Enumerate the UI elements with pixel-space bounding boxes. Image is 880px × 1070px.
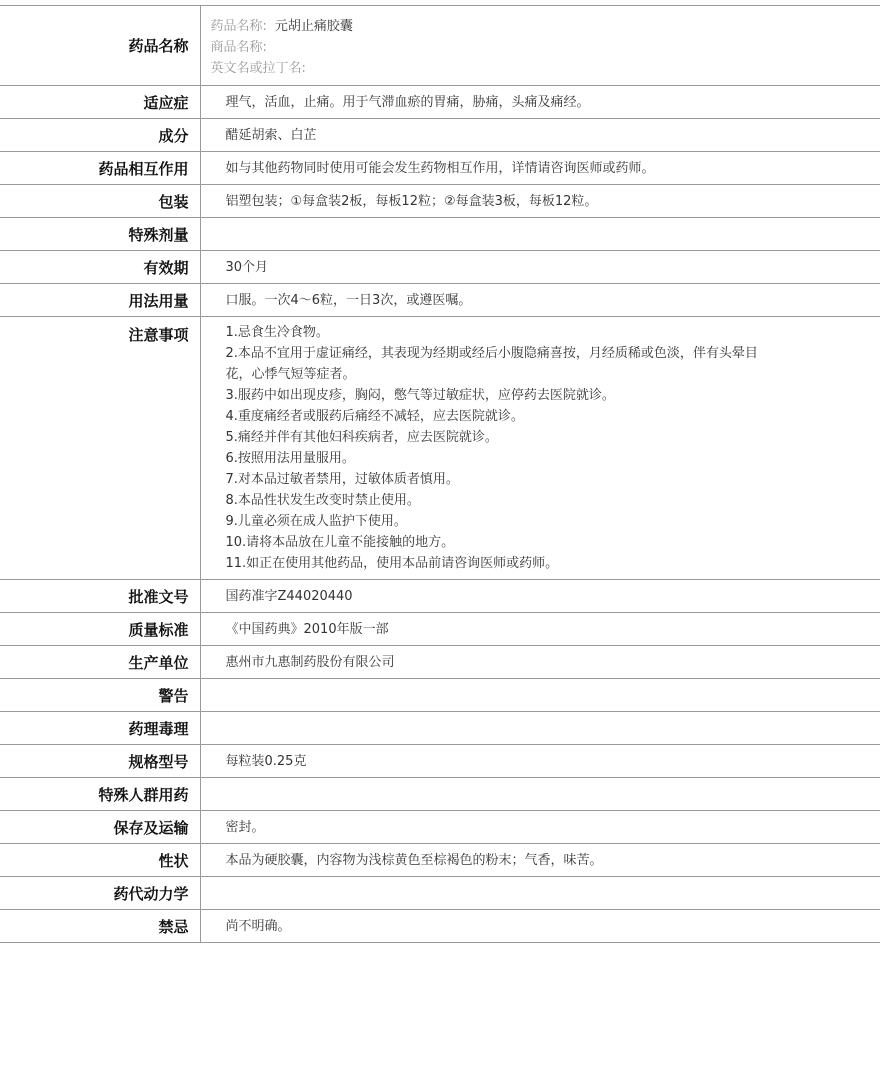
row-label: 特殊人群用药 bbox=[0, 778, 200, 811]
precaution-item: 5.痛经并伴有其他妇科疾病者，应去医院就诊。 bbox=[225, 430, 498, 445]
row-value bbox=[200, 679, 880, 712]
row-quality-standard bbox=[0, 613, 880, 646]
precaution-item: 3.服药中如出现皮疹，胸闷，憋气等过敏症状，应停药去医院就诊。 bbox=[225, 388, 615, 403]
row-label: 规格型号 bbox=[0, 745, 200, 778]
row-value: 口服。一次4～6粒，一日3次，或遵医嘱。 bbox=[225, 292, 472, 308]
row-label: 药代动力学 bbox=[0, 877, 200, 910]
precaution-item: 11.如正在使用其他药品，使用本品前请咨询医师或药师。 bbox=[225, 556, 559, 571]
generic-name-key: 药品名称: bbox=[210, 19, 267, 34]
row-label: 包装 bbox=[0, 185, 200, 218]
english-name-key: 英文名或拉丁名: bbox=[210, 61, 306, 76]
row-label: 质量标准 bbox=[0, 613, 200, 646]
row-label: 性状 bbox=[0, 844, 200, 877]
row-value: 本品为硬胶囊，内容物为浅棕黄色至棕褐色的粉末；气香，味苦。 bbox=[225, 852, 603, 868]
precaution-item: 9.儿童必须在成人监护下使用。 bbox=[225, 514, 407, 529]
row-manufacturer bbox=[0, 646, 880, 679]
precautions-list bbox=[200, 317, 880, 580]
precaution-item: 7.对本品过敏者禁用，过敏体质者慎用。 bbox=[225, 472, 459, 487]
precaution-item: 8.本品性状发生改变时禁止使用。 bbox=[225, 493, 420, 508]
row-label: 特殊剂量 bbox=[0, 218, 200, 251]
row-value: 理气，活血，止痛。用于气滞血瘀的胃痛，胁痛，头痛及痛经。 bbox=[225, 94, 590, 110]
row-value: 醋延胡索、白芷 bbox=[225, 127, 317, 143]
row-special-dosage bbox=[0, 218, 880, 251]
precaution-item: 1.忌食生冷食物。 bbox=[225, 325, 329, 340]
precaution-item: 10.请将本品放在儿童不能接触的地方。 bbox=[225, 535, 455, 550]
row-packaging bbox=[0, 185, 880, 218]
row-value: 惠州市九惠制药股份有限公司 bbox=[225, 654, 395, 670]
row-label: 保存及运输 bbox=[0, 811, 200, 844]
precaution-item: 2.本品不宜用于虚证痛经，其表现为经期或经后小腹隐痛喜按，月经质稀或色淡，伴有头晕目花，心悸气短等症者。 bbox=[225, 346, 758, 382]
english-name-line bbox=[211, 58, 871, 79]
row-special-populations bbox=[0, 778, 880, 811]
generic-name-line bbox=[211, 16, 871, 37]
row-warning bbox=[0, 679, 880, 712]
trade-name-key: 商品名称: bbox=[210, 40, 267, 55]
row-specification bbox=[0, 745, 880, 778]
row-contraindications bbox=[0, 910, 880, 943]
row-approval-number bbox=[0, 580, 880, 613]
drug-info-table bbox=[0, 5, 880, 943]
row-value bbox=[200, 218, 880, 251]
row-precautions bbox=[0, 317, 880, 580]
english-name-value bbox=[306, 61, 314, 76]
row-label: 有效期 bbox=[0, 251, 200, 284]
row-label: 适应症 bbox=[0, 86, 200, 119]
row-value: 国药准字Z44020440 bbox=[225, 588, 353, 604]
row-value: 铝塑包装；①每盒装2板，每板12粒；②每盒装3板，每板12粒。 bbox=[225, 193, 598, 209]
trade-name-value bbox=[267, 40, 275, 55]
row-description bbox=[0, 844, 880, 877]
drug-name-block bbox=[200, 6, 880, 86]
row-value bbox=[200, 712, 880, 745]
trade-name-line bbox=[211, 37, 871, 58]
row-pharmacology bbox=[0, 712, 880, 745]
row-label: 批准文号 bbox=[0, 580, 200, 613]
row-label: 药品相互作用 bbox=[0, 152, 200, 185]
row-value bbox=[200, 877, 880, 910]
row-dosage bbox=[0, 284, 880, 317]
row-label: 成分 bbox=[0, 119, 200, 152]
row-value: 如与其他药物同时使用可能会发生药物相互作用，详情请咨询医师或药师。 bbox=[225, 160, 655, 176]
row-ingredients bbox=[0, 119, 880, 152]
row-interactions bbox=[0, 152, 880, 185]
row-pharmacokinetics bbox=[0, 877, 880, 910]
row-indications bbox=[0, 86, 880, 119]
row-label: 禁忌 bbox=[0, 910, 200, 943]
precaution-item: 4.重度痛经者或服药后痛经不减轻，应去医院就诊。 bbox=[225, 409, 524, 424]
generic-name-value: 元胡止痛胶囊 bbox=[274, 19, 353, 34]
row-value: 尚不明确。 bbox=[225, 918, 291, 934]
row-label: 注意事项 bbox=[0, 317, 200, 580]
row-label: 生产单位 bbox=[0, 646, 200, 679]
row-value: 每粒装0.25克 bbox=[225, 753, 307, 769]
row-label: 警告 bbox=[0, 679, 200, 712]
row-value: 密封。 bbox=[225, 819, 265, 835]
row-shelf-life bbox=[0, 251, 880, 284]
row-value: 《中国药典》2010年版一部 bbox=[225, 621, 389, 637]
row-label: 药理毒理 bbox=[0, 712, 200, 745]
row-drug-name bbox=[0, 6, 880, 86]
row-value: 30个月 bbox=[225, 259, 269, 275]
row-storage bbox=[0, 811, 880, 844]
row-label: 药品名称 bbox=[0, 6, 200, 86]
precaution-item: 6.按照用法用量服用。 bbox=[225, 451, 355, 466]
row-value bbox=[200, 778, 880, 811]
row-label: 用法用量 bbox=[0, 284, 200, 317]
